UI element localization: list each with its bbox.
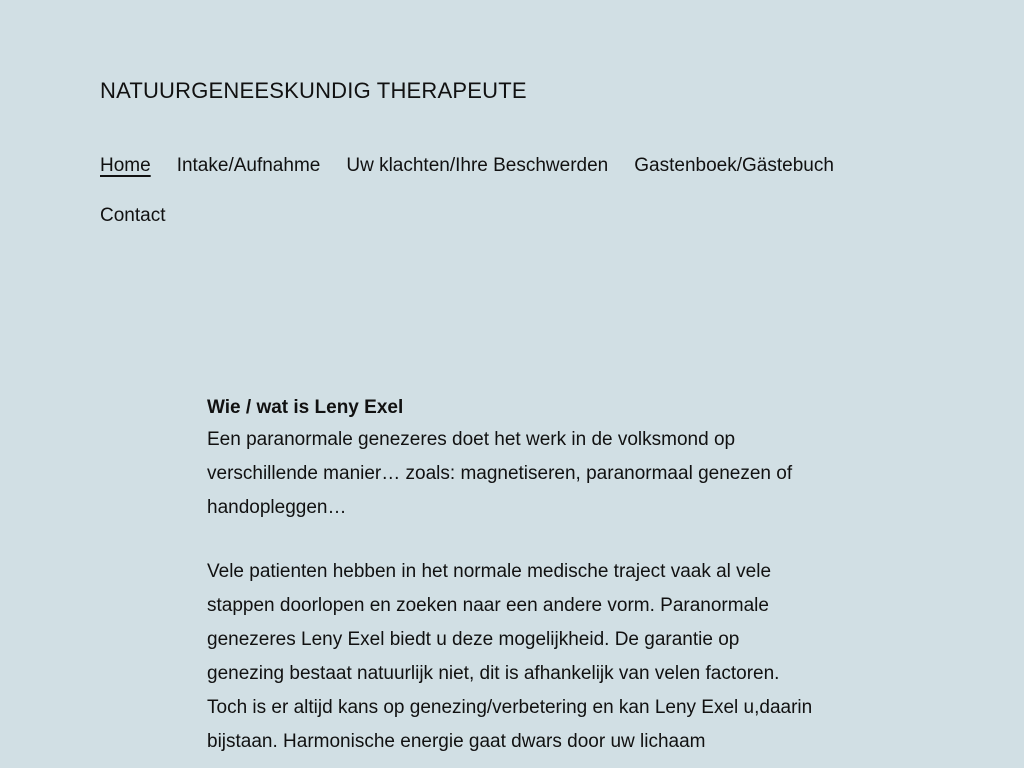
- nav-item-contact[interactable]: Contact: [100, 205, 166, 226]
- nav-item-intake[interactable]: Intake/Aufnahme: [176, 155, 321, 176]
- nav-item-home[interactable]: Home: [100, 155, 151, 176]
- content-heading: Wie / wat is Leny Exel: [207, 397, 404, 418]
- nav-item-complaints[interactable]: Uw klachten/Ihre Beschwerden: [346, 155, 609, 176]
- main-navigation: [100, 154, 900, 228]
- nav-item-guestbook[interactable]: Gastenboek/Gästebuch: [634, 155, 834, 176]
- site-title[interactable]: NATUURGENEESKUNDIG THERAPEUTE: [100, 78, 527, 103]
- content-paragraph-2: Vele patienten hebben in het normale medische traject vaak al vele stappen doorlopen en zoeken naar een andere vorm. Paranormale genezeres Leny Exel biedt u deze mogelijkheid. De garantie op genezing bestaat natuurlijk niet, dit is afhankelijk van velen factoren. Toch is er altijd kans op genezing/verbetering en kan Leny Exel u,daarin bijstaan. Harmonische energie gaat dwars door uw lichaam: [207, 561, 813, 752]
- main-content: [207, 396, 817, 759]
- content-paragraph-1: Een paranormale genezeres doet het werk in de volksmond op verschillende manier… zoals: magnetiseren, paranormaal genezen of handopleggen…: [207, 429, 793, 518]
